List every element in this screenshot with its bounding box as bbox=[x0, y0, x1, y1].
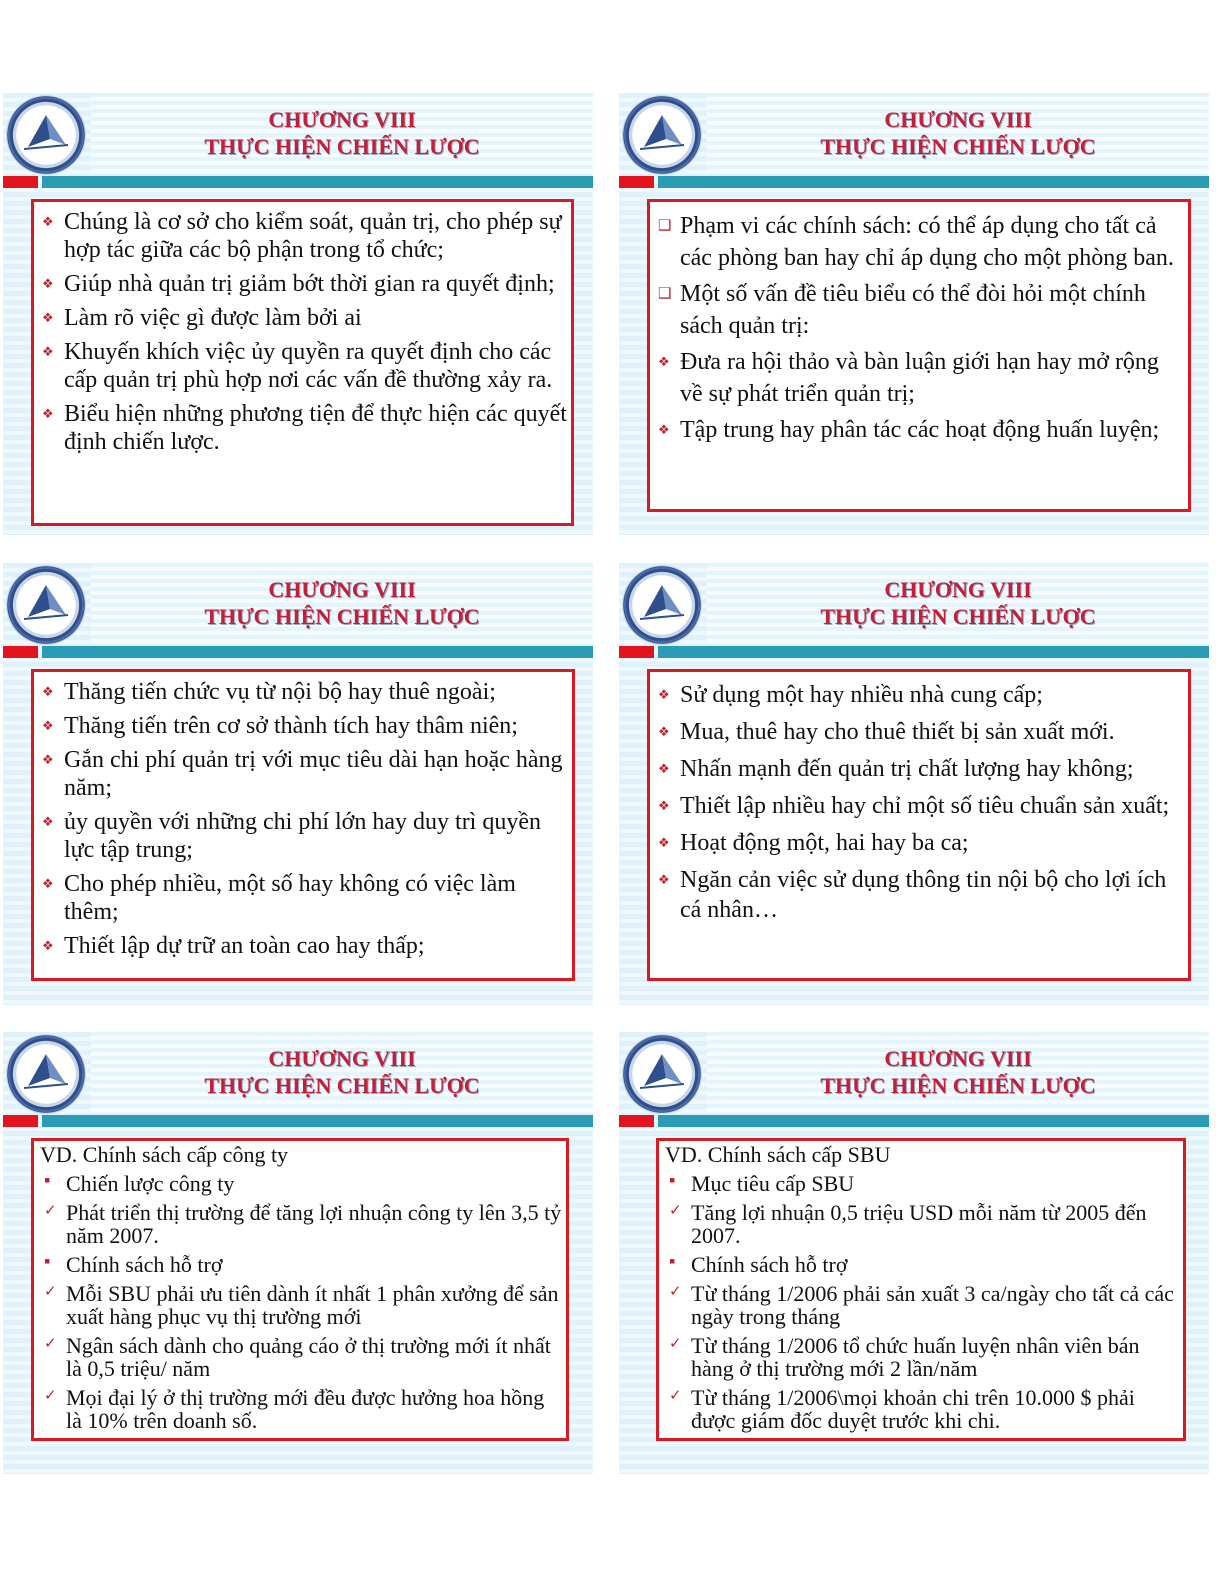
chapter-label: CHƯƠNG VIII bbox=[268, 1046, 416, 1071]
list-item: ✓ Mọi đại lý ở thị trường mới đều được hưởng hoa hồng là 10% trên doanh số. bbox=[44, 1385, 545, 1433]
square-bullet-icon: ❑ bbox=[658, 218, 672, 234]
chapter-title: THỰC HIỆN CHIẾN LƯỢC bbox=[820, 604, 1096, 629]
dash-bullet-icon: ▪ bbox=[44, 1251, 51, 1271]
diamond-bullet-icon: ❖ bbox=[42, 214, 54, 229]
list-item: ❖ Biểu hiện những phương tiện để thực hiện các quyết định chiến lược. bbox=[42, 401, 567, 455]
list-item: ❖ Chúng là cơ sở cho kiểm soát, quản trị, cho phép sự hợp tác giữa các bộ phận trong tổ chức; bbox=[42, 209, 562, 263]
slide-1 bbox=[3, 93, 593, 535]
content-box bbox=[31, 669, 575, 981]
list-item: ❖ Giúp nhà quản trị giảm bớt thời gian ra quyết định; bbox=[42, 271, 555, 297]
list-item: ❖ ủy quyền với những chi phí lớn hay duy trì quyền lực tập trung; bbox=[42, 809, 541, 863]
list-item: ❖ Sử dụng một hay nhiều nhà cung cấp; bbox=[658, 682, 1043, 708]
diamond-bullet-icon: ❖ bbox=[42, 406, 54, 421]
university-logo bbox=[622, 565, 702, 645]
slide-4 bbox=[619, 563, 1209, 1005]
slide-title bbox=[91, 576, 593, 630]
list-item: ✓ Từ tháng 1/2006 tổ chức huấn luyện nhân viên bán hàng ở thị trường mới 2 lần/năm bbox=[669, 1333, 1140, 1381]
check-bullet-icon: ✓ bbox=[669, 1336, 682, 1352]
square-bullet-icon: ❑ bbox=[658, 286, 672, 302]
chapter-label: CHƯƠNG VIII bbox=[268, 107, 416, 132]
diamond-bullet-icon: ❖ bbox=[658, 761, 670, 776]
university-logo bbox=[6, 95, 86, 175]
slide-title bbox=[707, 576, 1209, 630]
slide-6 bbox=[619, 1032, 1209, 1474]
list-item: ✓ Từ tháng 1/2006 phải sản xuất 3 ca/ngày cho tất cả các ngày trong tháng bbox=[669, 1281, 1174, 1329]
dash-bullet-icon: ▪ bbox=[44, 1170, 51, 1190]
list-item: ❖ Khuyến khích việc ủy quyền ra quyết định cho các cấp quản trị phù hợp nơi các vấn đề thường xảy ra. bbox=[42, 339, 553, 393]
list-item: ❖ Đưa ra hội thảo và bàn luận giới hạn hay mở rộng về sự phát triển quản trị; bbox=[654, 346, 1184, 410]
list-item: ❑ Phạm vi các chính sách: có thể áp dụng cho tất cả các phòng ban hay chỉ áp dụng cho một phòng ban. bbox=[654, 210, 1184, 274]
check-bullet-icon: ✓ bbox=[44, 1336, 57, 1352]
list-item: ✓ Phát triển thị trường để tăng lợi nhuận công ty lên 3,5 tỷ năm 2007. bbox=[44, 1200, 562, 1248]
list-item: ❖ Ngăn cản việc sử dụng thông tin nội bộ cho lợi ích cá nhân… bbox=[658, 867, 1167, 923]
example-heading: VD. Chính sách cấp công ty bbox=[40, 1142, 289, 1167]
accent-bar-red bbox=[3, 646, 38, 658]
chapter-label: CHƯƠNG VIII bbox=[268, 577, 416, 602]
list-item: ✓ Ngân sách dành cho quảng cáo ở thị trường mới ít nhất là 0,5 triệu/ năm bbox=[44, 1333, 551, 1381]
diamond-bullet-icon: ❖ bbox=[42, 938, 54, 953]
content-box bbox=[647, 199, 1191, 512]
list-item: ✓ Mỗi SBU phải ưu tiên dành ít nhất 1 phân xưởng để sản xuất hàng phục vụ thị trường mới bbox=[44, 1281, 559, 1329]
list-item: ▪ Chính sách hỗ trợ bbox=[44, 1251, 223, 1277]
list-item: ▪ Chiến lược công ty bbox=[44, 1170, 235, 1196]
check-bullet-icon: ✓ bbox=[669, 1388, 682, 1404]
chapter-title: THỰC HIỆN CHIẾN LƯỢC bbox=[820, 1073, 1096, 1098]
slide-title bbox=[91, 106, 593, 160]
dash-bullet-icon: ▪ bbox=[669, 1170, 676, 1190]
chapter-label: CHƯƠNG VIII bbox=[884, 107, 1032, 132]
check-bullet-icon: ✓ bbox=[669, 1203, 682, 1219]
accent-bar-blue bbox=[42, 646, 593, 658]
diamond-bullet-icon: ❖ bbox=[42, 276, 54, 291]
list-item: ❖ Thiết lập nhiều hay chỉ một số tiêu chuẩn sản xuất; bbox=[658, 793, 1170, 819]
slide-5 bbox=[3, 1032, 593, 1474]
diamond-bullet-icon: ❖ bbox=[658, 687, 670, 702]
chapter-title: THỰC HIỆN CHIẾN LƯỢC bbox=[820, 134, 1096, 159]
content-box bbox=[656, 1138, 1186, 1441]
list-item: ✓ Tăng lợi nhuận 0,5 triệu USD mỗi năm từ 2005 đến 2007. bbox=[669, 1200, 1147, 1248]
list-item: ❖ Thăng tiến chức vụ từ nội bộ hay thuê ngoài; bbox=[42, 679, 496, 705]
accent-bar-blue bbox=[42, 176, 593, 188]
accent-bar-red bbox=[619, 1115, 654, 1127]
diamond-bullet-icon: ❖ bbox=[658, 422, 670, 437]
university-logo bbox=[6, 565, 86, 645]
diamond-bullet-icon: ❖ bbox=[42, 752, 54, 767]
list-item: ❖ Tập trung hay phân tác các hoạt động huấn luyện; bbox=[654, 414, 1184, 446]
list-item: ❖ Mua, thuê hay cho thuê thiết bị sản xuất mới. bbox=[658, 719, 1115, 745]
content-box bbox=[647, 669, 1191, 981]
list-item: ❑ Một số vấn đề tiêu biểu có thể đòi hỏi một chính sách quản trị: bbox=[654, 278, 1184, 342]
slide-2 bbox=[619, 93, 1209, 535]
list-item: ▪ Chính sách hỗ trợ bbox=[669, 1251, 848, 1277]
dash-bullet-icon: ▪ bbox=[669, 1251, 676, 1271]
diamond-bullet-icon: ❖ bbox=[658, 354, 670, 369]
diamond-bullet-icon: ❖ bbox=[42, 344, 54, 359]
chapter-label: CHƯƠNG VIII bbox=[884, 577, 1032, 602]
check-bullet-icon: ✓ bbox=[669, 1284, 682, 1300]
chapter-label: CHƯƠNG VIII bbox=[884, 1046, 1032, 1071]
check-bullet-icon: ✓ bbox=[44, 1203, 57, 1219]
diamond-bullet-icon: ❖ bbox=[42, 684, 54, 699]
diamond-bullet-icon: ❖ bbox=[42, 876, 54, 891]
university-logo bbox=[622, 1034, 702, 1114]
list-item: ▪ Mục tiêu cấp SBU bbox=[669, 1170, 855, 1196]
content-box bbox=[31, 1138, 569, 1441]
accent-bar-blue bbox=[658, 646, 1209, 658]
list-item: ❖ Nhấn mạnh đến quản trị chất lượng hay không; bbox=[658, 756, 1134, 782]
university-logo bbox=[6, 1034, 86, 1114]
list-item: ❖ Cho phép nhiều, một số hay không có việc làm thêm; bbox=[42, 871, 516, 925]
list-item: ❖ Thăng tiến trên cơ sở thành tích hay thâm niên; bbox=[42, 713, 518, 739]
accent-bar-blue bbox=[42, 1115, 593, 1127]
list-item: ❖ Làm rõ việc gì được làm bởi ai bbox=[42, 305, 362, 331]
content-box bbox=[31, 199, 574, 526]
accent-bar-red bbox=[619, 646, 654, 658]
list-item: ❖ Gắn chi phí quản trị với mục tiêu dài hạn hoặc hàng năm; bbox=[42, 747, 563, 801]
list-item: ❖ Hoạt động một, hai hay ba ca; bbox=[658, 830, 969, 856]
diamond-bullet-icon: ❖ bbox=[42, 718, 54, 733]
diamond-bullet-icon: ❖ bbox=[42, 814, 54, 829]
diamond-bullet-icon: ❖ bbox=[42, 310, 54, 325]
check-bullet-icon: ✓ bbox=[44, 1284, 57, 1300]
slide-title bbox=[707, 1045, 1209, 1099]
accent-bar-red bbox=[3, 1115, 38, 1127]
diamond-bullet-icon: ❖ bbox=[658, 872, 670, 887]
university-logo bbox=[622, 95, 702, 175]
slide-title bbox=[91, 1045, 593, 1099]
diamond-bullet-icon: ❖ bbox=[658, 724, 670, 739]
slide-title bbox=[707, 106, 1209, 160]
diamond-bullet-icon: ❖ bbox=[658, 835, 670, 850]
list-item: ❖ Thiết lập dự trữ an toàn cao hay thấp; bbox=[42, 933, 425, 959]
example-heading: VD. Chính sách cấp SBU bbox=[665, 1142, 891, 1167]
accent-bar-blue bbox=[658, 1115, 1209, 1127]
slide-3 bbox=[3, 563, 593, 1005]
check-bullet-icon: ✓ bbox=[44, 1388, 57, 1404]
diamond-bullet-icon: ❖ bbox=[658, 798, 670, 813]
chapter-title: THỰC HIỆN CHIẾN LƯỢC bbox=[204, 604, 480, 629]
chapter-title: THỰC HIỆN CHIẾN LƯỢC bbox=[204, 1073, 480, 1098]
accent-bar-red bbox=[619, 176, 654, 188]
list-item: ✓ Từ tháng 1/2006\mọi khoản chi trên 10.000 $ phải được giám đốc duyệt trước khi chi. bbox=[669, 1385, 1135, 1433]
chapter-title: THỰC HIỆN CHIẾN LƯỢC bbox=[204, 134, 480, 159]
accent-bar-blue bbox=[658, 176, 1209, 188]
accent-bar-red bbox=[3, 176, 38, 188]
